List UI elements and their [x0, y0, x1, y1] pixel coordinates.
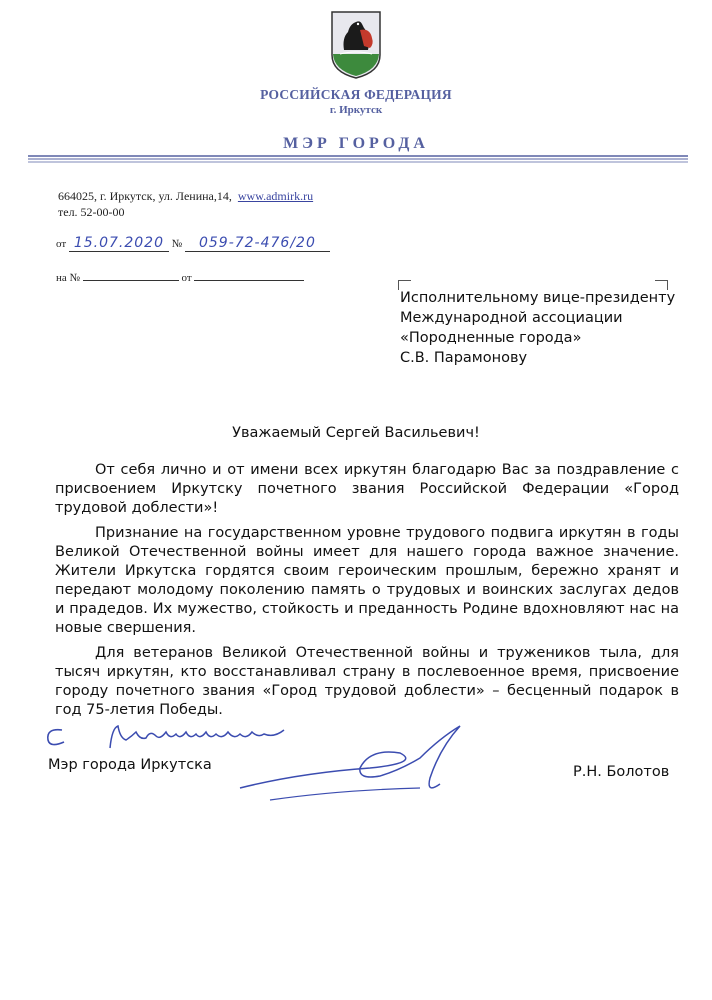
- registration-line: [56, 235, 330, 252]
- registration-date: 15.07.2020: [73, 235, 164, 251]
- registration-number: 059-72-476/20: [198, 235, 316, 251]
- body-paragraph: Признание на государственном уровне трудового подвига иркутян в годы Великой Отечественной войны имеет для нашего города важное значение. Жители Иркутска гордятся своим героическим прошлым, бережно хранят и передают молодому поколению память о трудовых и воинских заслугах дедов и прадедов. Их мужество, стойкость и преданность Родине вдохновляют нас на новые свершения.: [55, 525, 679, 636]
- header-city: г. Иркутск: [329, 104, 383, 116]
- phone: тел. 52-00-00: [58, 205, 125, 219]
- signatory-title: Мэр города Иркутска: [48, 757, 212, 773]
- from-label: от: [56, 238, 67, 250]
- recipient-line: С.В. Парамонову: [400, 350, 528, 366]
- salutation: Уважаемый Сергей Васильевич!: [232, 425, 480, 441]
- address-line: 664025, г. Иркутск, ул. Ленина,14,: [58, 189, 232, 203]
- ref-label: на №: [56, 272, 81, 284]
- address-block: [58, 188, 313, 220]
- body-paragraph: От себя лично и от имени всех иркутян благодарю Вас за поздравление с присвоением Иркутску почетного звания Российской Федерации «Город трудовой доблести»!: [55, 462, 679, 516]
- header-country: РОССИЙСКАЯ ФЕДЕРАЦИЯ: [260, 87, 452, 102]
- recipient-line: «Породненные города»: [400, 330, 582, 346]
- reference-line: [56, 272, 304, 284]
- recipient-line: Исполнительному вице-президенту: [400, 290, 676, 306]
- number-label: №: [171, 238, 183, 250]
- signatory-name: Р.Н. Болотов: [573, 764, 670, 780]
- recipient-block: [400, 288, 675, 368]
- recipient-line: Международной ассоциации: [400, 310, 623, 326]
- irkutsk-coat-of-arms-icon: [330, 10, 382, 80]
- header-office: МЭР ГОРОДА: [283, 135, 429, 152]
- body-paragraph: Для ветеранов Великой Отечественной войны и тружеников тыла, для тысяч иркутян, кто восстанавливал страну в послевоенное время, присвоение городу почетного звания «Город трудовой доблести» – бесценный подарок в год 75-летия Победы.: [55, 645, 679, 718]
- letter-body: [55, 461, 679, 726]
- website-link[interactable]: www.admirk.ru: [237, 189, 314, 203]
- header-divider: [28, 154, 688, 164]
- ref-from-label: от: [181, 272, 192, 284]
